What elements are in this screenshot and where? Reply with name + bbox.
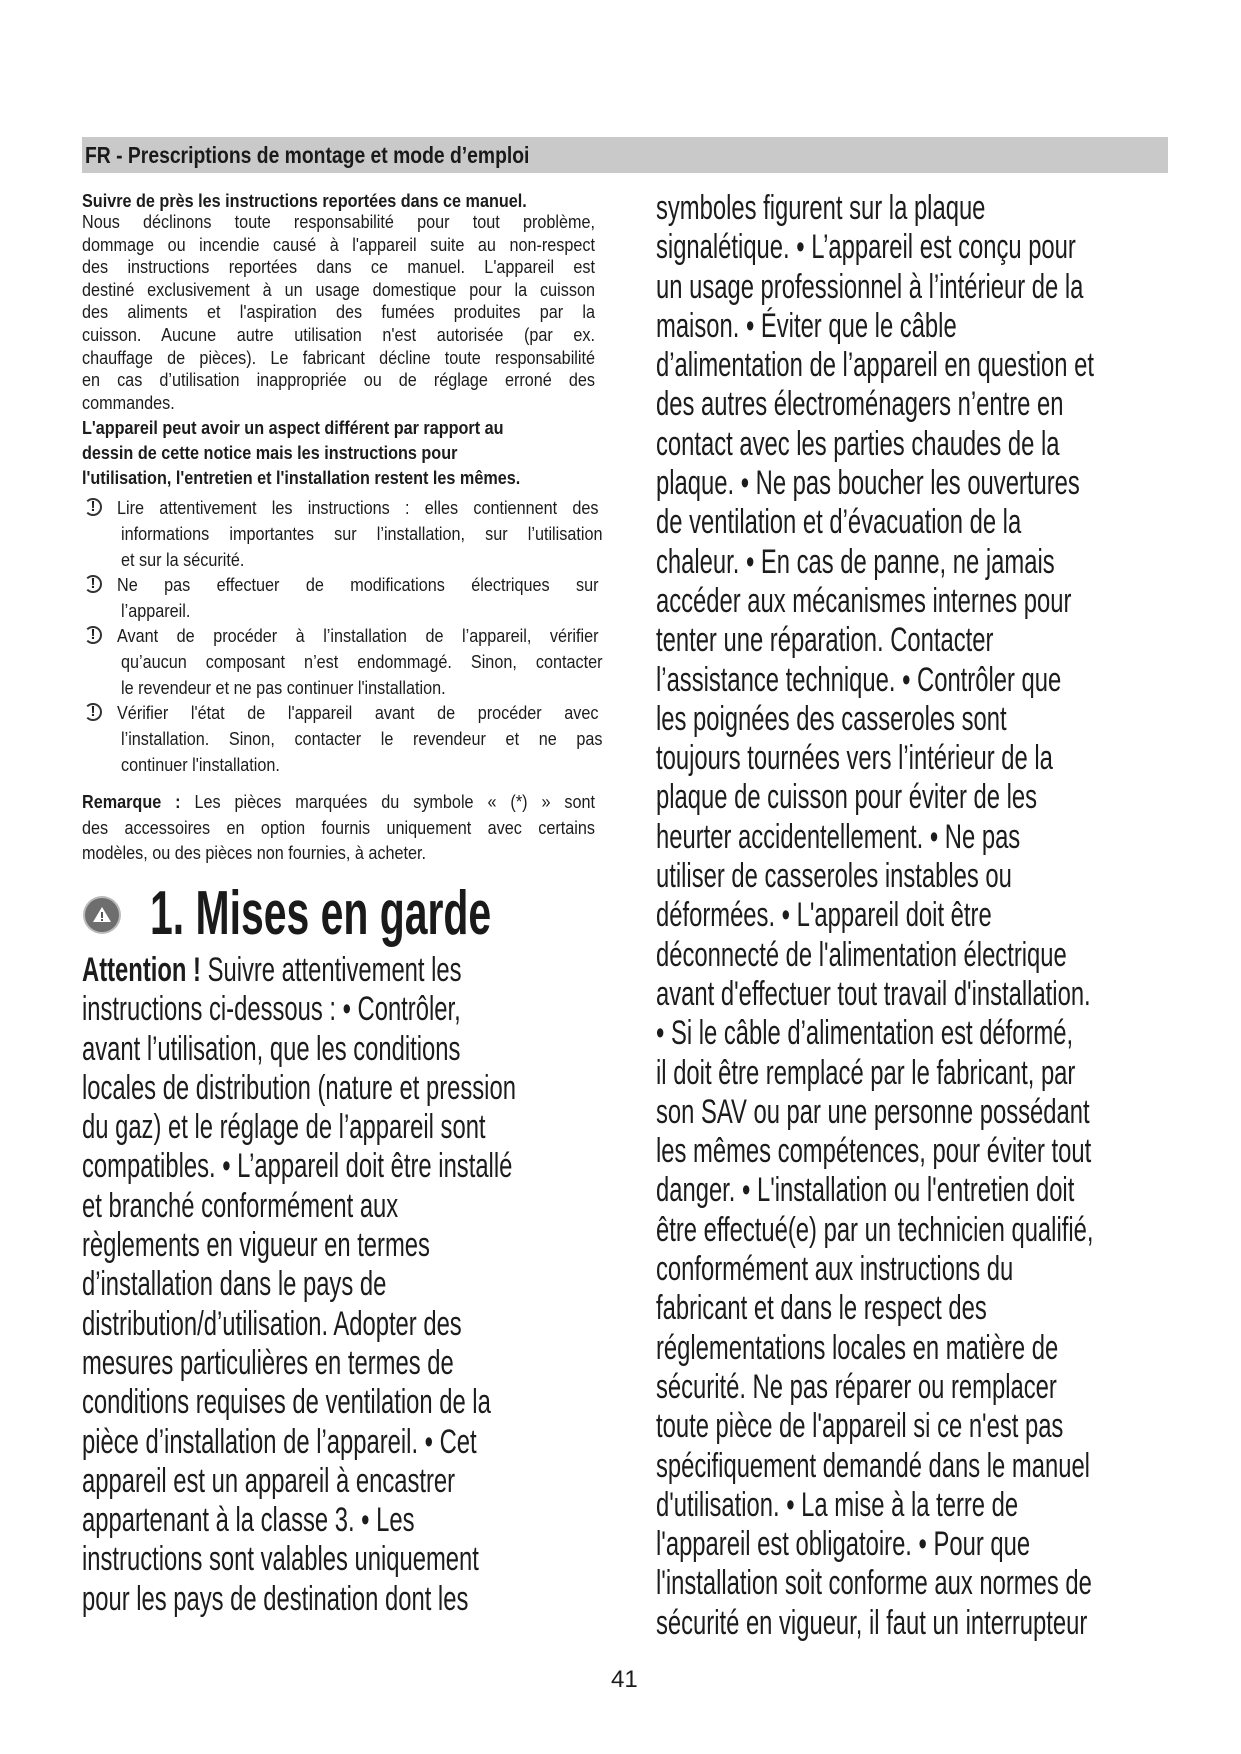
text-line: Vérifier l'état de l'appareil avant de procéder avec	[117, 703, 599, 723]
page-number: 41	[611, 1666, 638, 1693]
text-line: conformément aux instructions du	[656, 1250, 1014, 1289]
text-line: l'utilisation, l'entretien et l'installation restent les mêmes.	[82, 468, 521, 488]
text-line: l'installation soit conforme aux normes de	[656, 1564, 1092, 1603]
text-line: cuisson. Aucune autre utilisation n'est autorisée (par ex.	[82, 324, 595, 345]
left-body-text	[82, 951, 702, 1619]
text-line: sécurité en vigueur, il faut un interrupteur	[656, 1603, 1088, 1642]
text-line: il doit être remplacé par le fabricant, par	[656, 1053, 1076, 1092]
text-line: les mêmes compétences, pour éviter tout	[656, 1132, 1092, 1171]
text-line: être effectué(e) par un technicien qualifié,	[656, 1210, 1094, 1249]
text-run: Les pièces marquées du symbole « (*) » sont	[180, 792, 596, 812]
text-line: spécifiquement demandé dans le manuel	[656, 1446, 1090, 1485]
text-line: danger. • L'installation ou l'entretien doit	[656, 1171, 1075, 1210]
text-line: l’assistance technique. • Contrôler que	[656, 660, 1062, 699]
text-line: accéder aux mécanismes internes pour	[656, 581, 1072, 620]
text-line: des aliments et l'aspiration des fumées produites par la	[82, 302, 595, 323]
text-line: d’alimentation de l’appareil en question et	[656, 346, 1094, 385]
text-line	[82, 790, 595, 816]
text-line: l'appareil est obligatoire. • Pour que	[656, 1525, 1031, 1564]
text-line: sécurité. Ne pas réparer ou remplacer	[656, 1367, 1057, 1406]
text-line: toute pièce de l'appareil si ce n'est pas	[656, 1407, 1064, 1446]
text-line: Ne pas effectuer de modifications électriques sur	[117, 575, 599, 595]
bold-label: Remarque :	[82, 792, 181, 812]
text-line: compatibles. • L’appareil doit être installé	[82, 1147, 513, 1186]
intro-paragraph	[82, 211, 652, 414]
section-header-bar	[82, 137, 1168, 173]
text-line: Lire attentivement les instructions : elles contiennent des	[117, 498, 599, 518]
text-line: en cas d’utilisation inappropriée ou de réglage erroné des	[82, 370, 595, 391]
section-title: 1. Mises en garde	[150, 879, 492, 948]
text-line: d’installation dans le pays de	[82, 1265, 387, 1304]
bold-label: Attention !	[82, 951, 201, 989]
text-line: du gaz) et le réglage de l’appareil sont	[82, 1108, 486, 1147]
text-line: tenter une réparation. Contacter	[656, 621, 994, 660]
text-line: plaque de cuisson pour éviter de les	[656, 778, 1038, 817]
text-line: des instructions reportées dans ce manuel. L'appareil est	[82, 257, 595, 278]
text-line: réglementations locales en matière de	[656, 1328, 1059, 1367]
text-line: d'utilisation. • La mise à la terre de	[656, 1485, 1019, 1524]
text-line: destiné exclusivement à un usage domestique pour la cuisson	[82, 279, 595, 300]
text-line: signalétique. • L’appareil est conçu pour	[656, 228, 1076, 267]
text-line: son SAV ou par une personne possédant	[656, 1092, 1090, 1131]
warning-circle-icon: !	[84, 498, 102, 516]
intro-lead-text: Suivre de près les instructions reportées dans ce manuel.	[82, 191, 527, 211]
text-line: continuer l'installation.	[121, 754, 280, 775]
text-line: toujours tournées vers l’intérieur de la	[656, 739, 1053, 778]
text-line: l’appareil.	[121, 600, 191, 621]
text-line: symboles figurent sur la plaque	[656, 189, 986, 227]
text-line: modèles, ou des pièces non fournies, à acheter.	[82, 843, 427, 863]
warning-circle-icon: !	[84, 626, 102, 644]
text-line: utiliser de casseroles instables ou	[656, 857, 1012, 896]
text-line: déconnecté de l'alimentation électrique	[656, 935, 1067, 974]
text-line: commandes.	[82, 392, 175, 413]
text-line: un usage professionnel à l’intérieur de la	[656, 267, 1084, 306]
text-line: règlements en vigueur en termes	[82, 1226, 430, 1265]
text-line: heurter accidentellement. • Ne pas	[656, 817, 1021, 856]
text-line: les poignées des casseroles sont	[656, 699, 1007, 738]
text-line	[82, 951, 516, 990]
notice-paragraph	[82, 416, 652, 491]
text-line: dessin de cette notice mais les instructions pour	[82, 443, 458, 463]
text-line: déformées. • L'appareil doit être	[656, 896, 992, 935]
text-line: avant d'effectuer tout travail d'installation.	[656, 974, 1091, 1013]
warning-circle-icon: !	[84, 703, 102, 721]
remark-paragraph	[82, 790, 652, 867]
right-body-text	[656, 189, 1241, 1643]
text-run: Suivre attentivement les	[200, 951, 462, 989]
text-line: des autres électroménagers n’entre en	[656, 385, 1064, 424]
text-line: pour les pays de destination dont les	[82, 1579, 469, 1618]
text-line: avant l’utilisation, que les conditions	[82, 1029, 461, 1068]
text-line: et branché conformément aux	[82, 1186, 399, 1225]
text-line: L'appareil peut avoir un aspect différent par rapport au	[82, 418, 504, 438]
text-line: l’installation. Sinon, contacter le revendeur et ne pas	[121, 728, 603, 749]
header-title: FR - Prescriptions de montage et mode d’emploi	[85, 142, 530, 168]
text-line: locales de distribution (nature et pression	[82, 1068, 516, 1107]
text-line: le revendeur et ne pas continuer l'installation.	[121, 677, 446, 698]
text-line: informations importantes sur l’installation, sur l’utilisation	[121, 523, 603, 544]
text-line: appartenant à la classe 3. • Les	[82, 1501, 415, 1540]
text-line: de ventilation et d’évacuation de la	[656, 503, 1022, 542]
text-line: et sur la sécurité.	[121, 549, 245, 570]
text-line: Avant de procéder à l’installation de l’appareil, vérifier	[117, 626, 599, 646]
text-line: maison. • Éviter que le câble	[656, 306, 957, 345]
text-line: plaque. • Ne pas boucher les ouvertures	[656, 464, 1080, 503]
text-line: pièce d’installation de l’appareil. • Cet	[82, 1422, 477, 1461]
text-line: contact avec les parties chaudes de la	[656, 424, 1060, 463]
text-line: chauffage de pièces). Le fabricant décline toute responsabilité	[82, 347, 595, 368]
text-line: instructions ci-dessous : • Contrôler,	[82, 990, 461, 1029]
text-line: dommage ou incendie causé à l'appareil suite au non-respect	[82, 234, 595, 255]
text-line: qu’aucun composant n’est endommagé. Sinon, contacter	[121, 651, 603, 672]
text-line: appareil est un appareil à encastrer	[82, 1461, 456, 1500]
text-line: instructions sont valables uniquement	[82, 1540, 479, 1579]
warning-circle-icon: !	[84, 575, 102, 593]
text-line: fabricant et dans le respect des	[656, 1289, 987, 1328]
text-line: Nous déclinons toute responsabilité pour tout problème,	[82, 212, 595, 232]
text-line: • Si le câble d’alimentation est déformé,	[656, 1014, 1074, 1053]
warning-triangle-icon	[85, 898, 119, 932]
intro-lead	[82, 191, 652, 212]
text-line: distribution/d’utilisation. Adopter des	[82, 1304, 462, 1343]
text-line: des accessoires en option fournis uniquement avec certains	[82, 817, 595, 838]
text-line: mesures particulières en termes de	[82, 1343, 454, 1382]
text-line: conditions requises de ventilation de la	[82, 1383, 491, 1422]
text-line: chaleur. • En cas de panne, ne jamais	[656, 542, 1055, 581]
